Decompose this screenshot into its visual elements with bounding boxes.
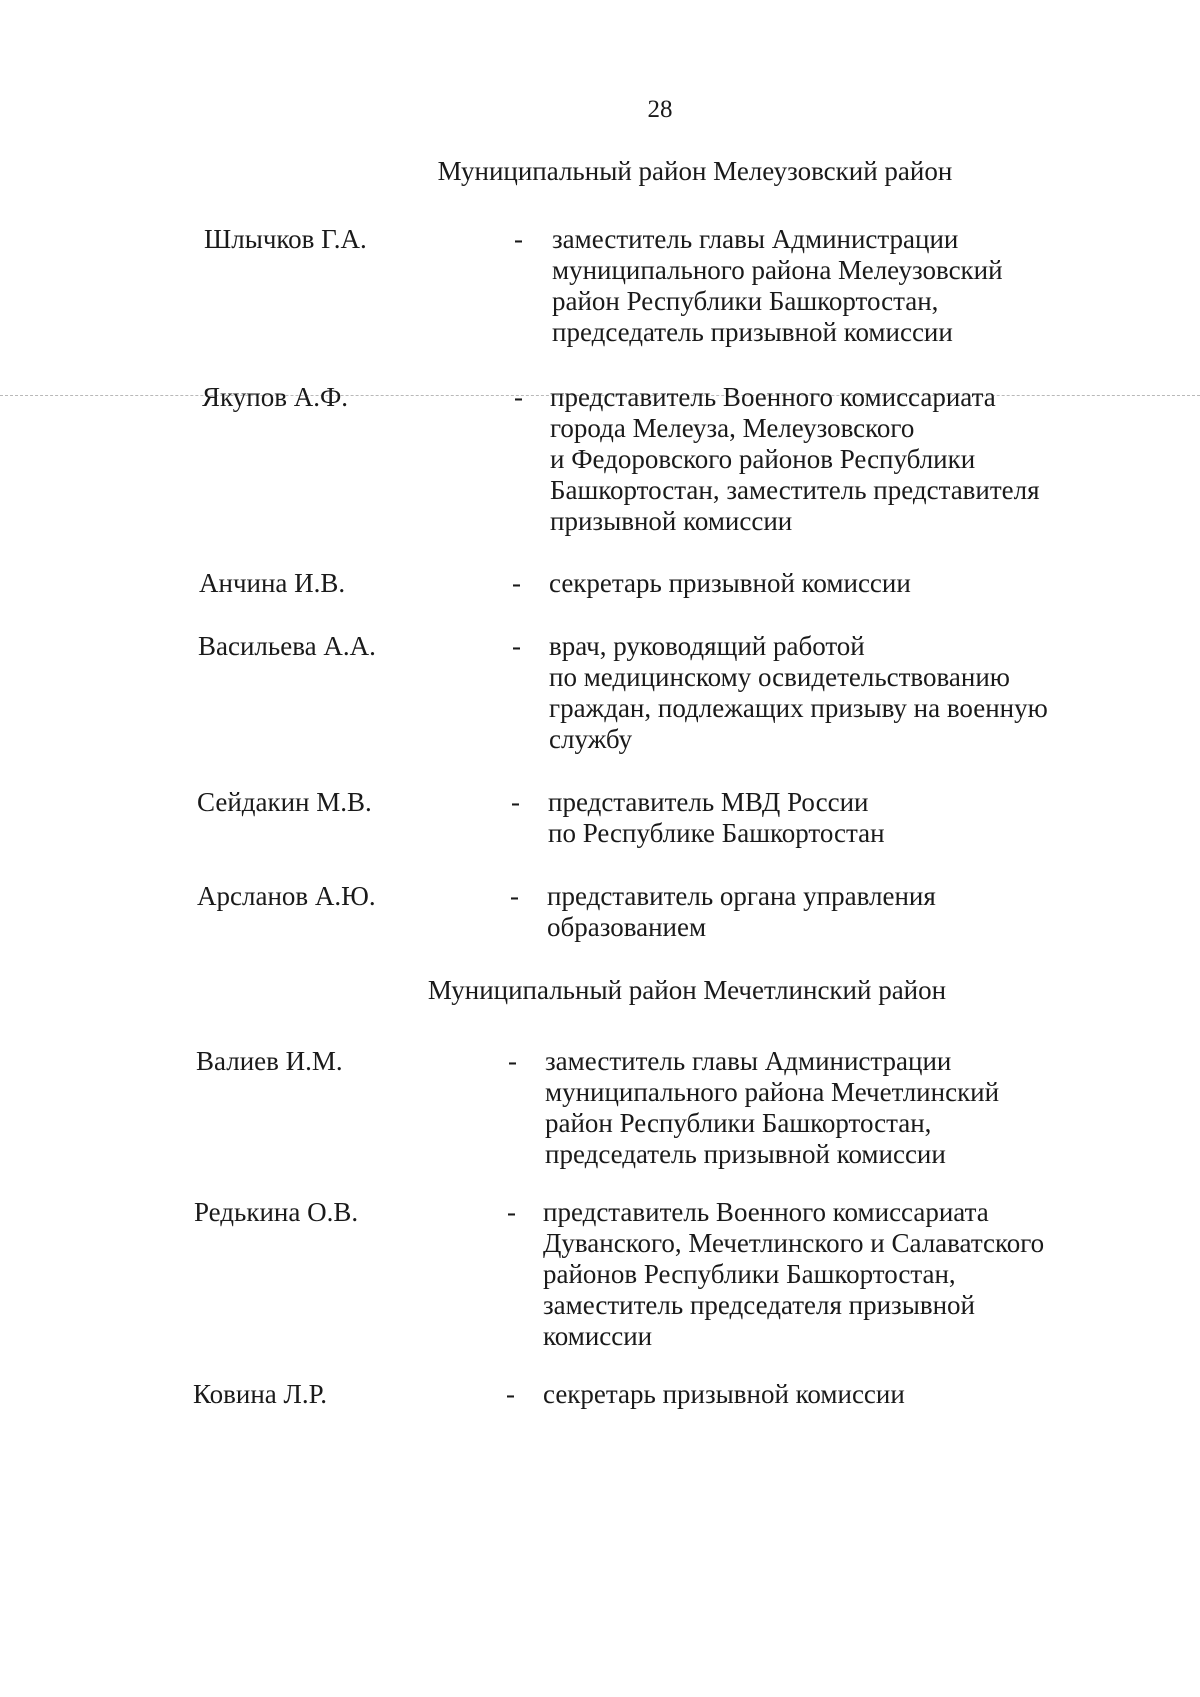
entry-dash: - [514,224,523,254]
member-name: Редькина О.В. [194,1197,359,1227]
entry-dash: - [511,787,520,817]
member-role: представитель Военного комиссариата Дуванского, Мечетлинского и Салаватского районов Республики Башкортостан, заместитель председателя призывной комиссии [543,1197,1045,1351]
member-name: Валиев И.М. [196,1046,343,1076]
member-name: Сейдакин М.В. [197,787,372,817]
member-role: секретарь призывной комиссии [543,1379,905,1409]
member-role: представитель органа управления образованием [547,881,936,942]
entry-dash: - [507,1197,516,1227]
member-role: заместитель главы Администрации муниципального района Мелеузовский район Республики Башкортостан, председатель призывной комиссии [552,224,1003,347]
member-role: заместитель главы Администрации муниципального района Мечетлинский район Республики Башкортостан, председатель призывной комиссии [545,1046,1000,1169]
member-name: Ковина Л.Р. [193,1379,327,1409]
page-number: 28 [647,96,673,123]
entry-dash: - [510,881,519,911]
section-heading: Муниципальный район Мелеузовский район [437,156,953,186]
member-name: Якупов А.Ф. [202,382,349,412]
member-role: врач, руководящий работой по медицинскому освидетельствованию граждан, подлежащих призыву на военную службу [549,631,1048,754]
entry-dash: - [508,1046,517,1076]
entry-dash: - [506,1379,515,1409]
member-role: секретарь призывной комиссии [549,568,911,598]
member-role: представитель Военного комиссариата города Мелеуза, Мелеузовского и Федоровского районов Республики Башкортостан, заместитель представителя призывной комиссии [550,382,1040,536]
section-heading: Муниципальный район Мечетлинский район [427,975,947,1005]
entry-dash: - [514,382,523,412]
member-name: Анчина И.В. [199,568,346,598]
member-role: представитель МВД России по Республике Башкортостан [548,787,885,848]
member-name: Арсланов А.Ю. [197,881,376,911]
entry-dash: - [512,631,521,661]
entry-dash: - [512,568,521,598]
member-name: Васильева А.А. [198,631,376,661]
member-name: Шлычков Г.А. [204,224,367,254]
